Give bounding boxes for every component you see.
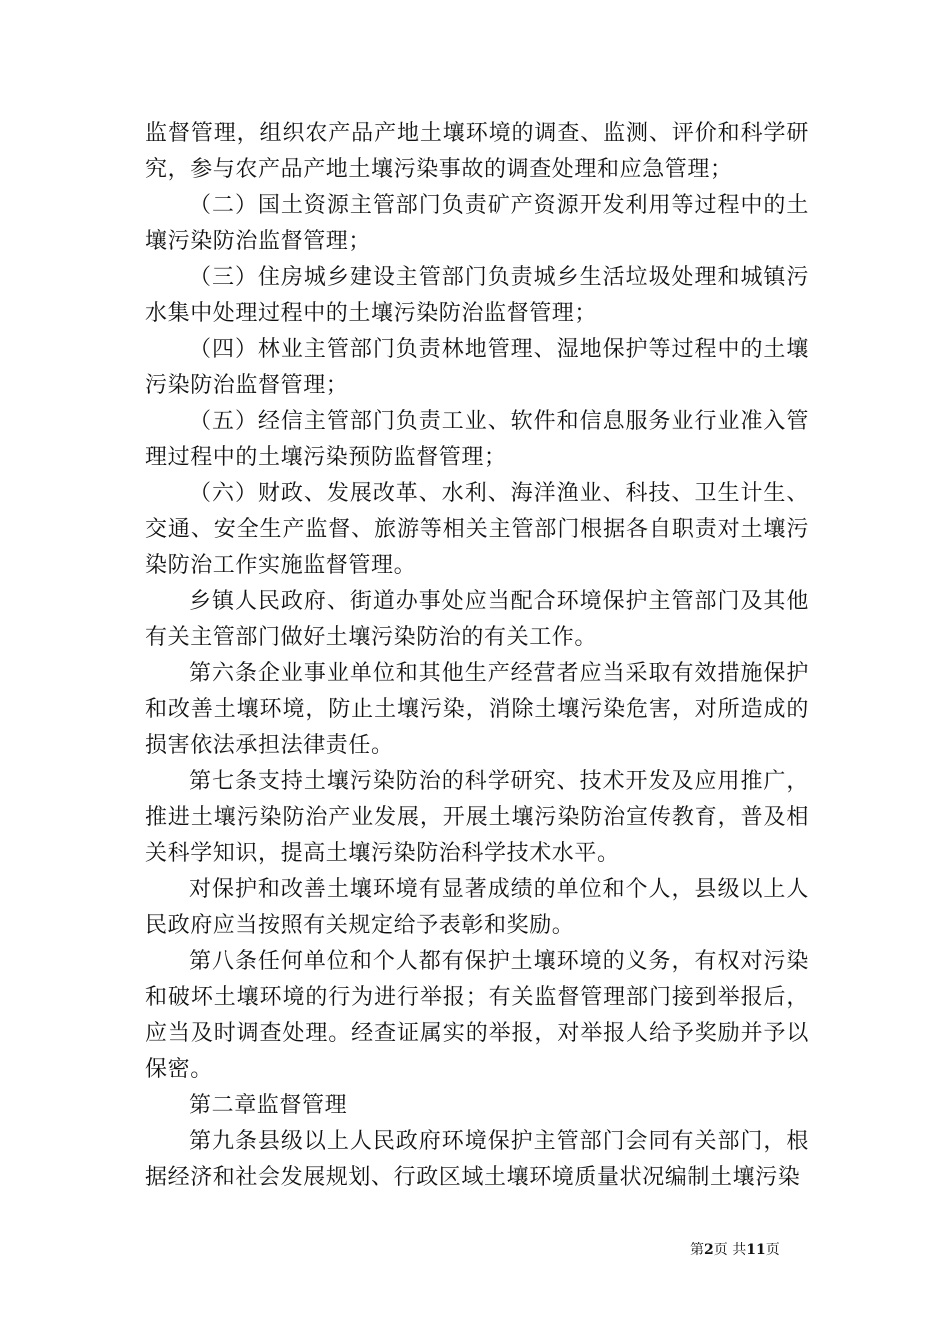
footer-middle: 页 共: [713, 1242, 747, 1258]
paragraph: （六）财政、发展改革、水利、海洋渔业、科技、卫生计生、交通、安全生产监督、旅游等相关主管部门根据各自职责对土壤污染防治工作实施监督管理。: [145, 481, 809, 578]
chapter-heading: 第二章监督管理: [189, 1093, 348, 1118]
paragraph: 对保护和改善土壤环境有显著成绩的单位和个人，县级以上人民政府应当按照有关规定给予表彰和奖励。: [145, 877, 809, 938]
footer-prefix: 第: [690, 1242, 704, 1258]
paragraph: （三）住房城乡建设主管部门负责城乡生活垃圾处理和城镇污水集中处理过程中的土壤污染防治监督管理；: [145, 265, 809, 326]
paragraph: 第八条任何单位和个人都有保护土壤环境的义务，有权对污染和破坏土壤环境的行为进行举报；有关监督管理部门接到举报后，应当及时调查处理。经查证属实的举报，对举报人给予奖励并予以保密。: [145, 949, 809, 1082]
paragraph: 第七条支持土壤污染防治的科学研究、技术开发及应用推广，推进土壤污染防治产业发展，开展土壤污染防治宣传教育，普及相关科学知识，提高土壤污染防治科学技术水平。: [145, 769, 809, 866]
paragraph: 第九条县级以上人民政府环境保护主管部门会同有关部门，根据经济和社会发展规划、行政区域土壤环境质量状况编制土壤污染: [145, 1129, 809, 1190]
paragraph: （五）经信主管部门负责工业、软件和信息服务业行业准入管理过程中的土壤污染预防监督管理；: [145, 409, 809, 470]
page-number-footer: [690, 1241, 780, 1259]
footer-suffix: 页: [765, 1242, 780, 1258]
total-pages-number: 11: [746, 1242, 766, 1258]
paragraph: （四）林业主管部门负责林地管理、湿地保护等过程中的土壤污染防治监督管理；: [145, 337, 809, 398]
paragraph: （二）国土资源主管部门负责矿产资源开发利用等过程中的土壤污染防治监督管理；: [145, 193, 809, 254]
paragraph: 监督管理，组织农产品产地土壤环境的调查、监测、评价和科学研究，参与农产品产地土壤污染事故的调查处理和应急管理；: [145, 121, 809, 182]
document-body: [145, 116, 809, 1196]
paragraph: 第六条企业事业单位和其他生产经营者应当采取有效措施保护和改善土壤环境，防止土壤污染，消除土壤污染危害，对所造成的损害依法承担法律责任。: [145, 661, 809, 758]
current-page-number: 2: [704, 1242, 714, 1258]
paragraph: 乡镇人民政府、街道办事处应当配合环境保护主管部门及其他有关主管部门做好土壤污染防治的有关工作。: [145, 589, 809, 650]
